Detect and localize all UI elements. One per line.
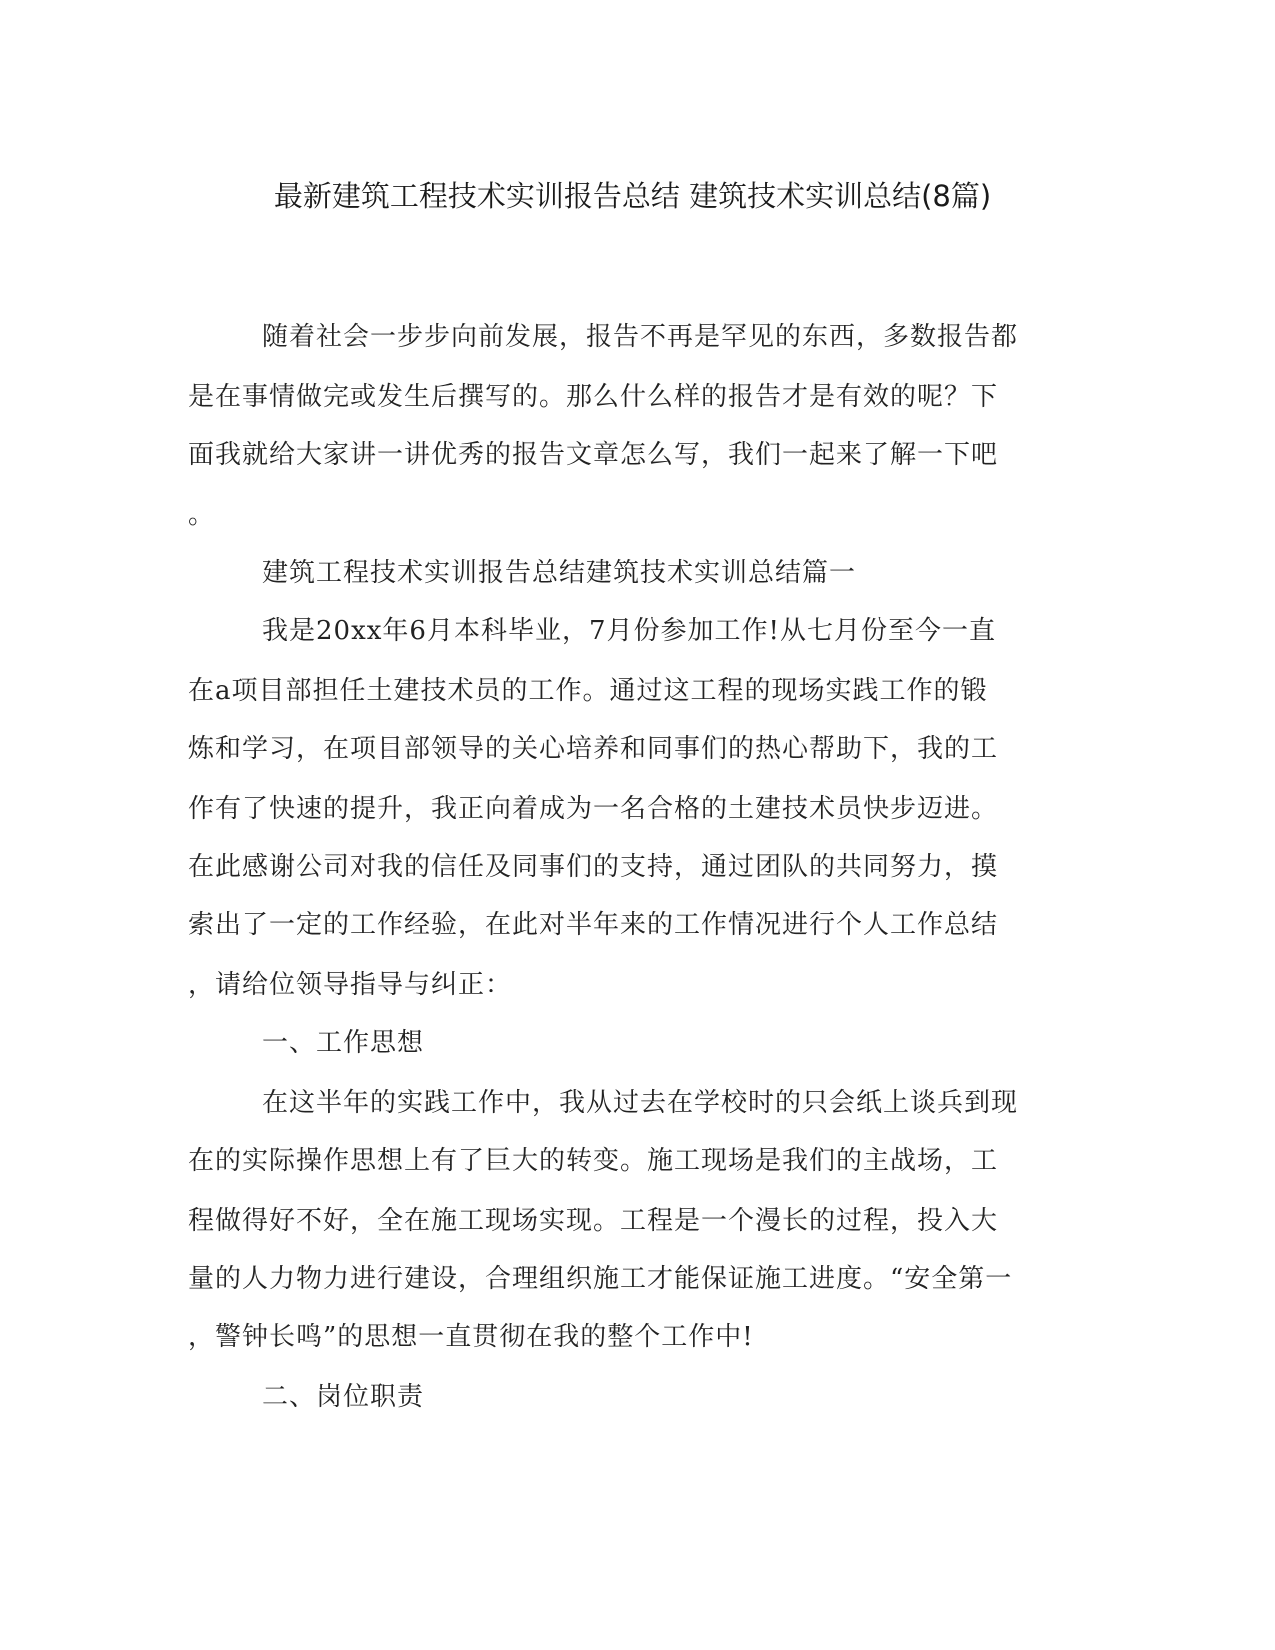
paragraph-line: 我是20xx年6月本科毕业，7月份参加工作!从七月份至今一直 bbox=[262, 616, 996, 646]
section-heading: 一、工作思想 bbox=[262, 1028, 425, 1058]
paragraph-line: 程做得好不好，全在施工现场实现。工程是一个漫长的过程，投入大 bbox=[188, 1206, 999, 1236]
paragraph-line: 随着社会一步步向前发展，报告不再是罕见的东西，多数报告都 bbox=[262, 322, 1019, 352]
paragraph-line: ，警钟长鸣”的思想一直贯彻在我的整个工作中! bbox=[188, 1322, 754, 1352]
document-title: 最新建筑工程技术实训报告总结 建筑技术实训总结(8篇) bbox=[273, 179, 992, 213]
section-heading: 建筑工程技术实训报告总结建筑技术实训总结篇一 bbox=[262, 558, 857, 588]
paragraph-line: 作有了快速的提升，我正向着成为一名合格的土建技术员快步迈进。 bbox=[188, 794, 999, 824]
paragraph-line: 炼和学习，在项目部领导的关心培养和同事们的热心帮助下，我的工 bbox=[188, 734, 999, 764]
paragraph-line: 面我就给大家讲一讲优秀的报告文章怎么写，我们一起来了解一下吧 bbox=[188, 440, 999, 470]
paragraph-line: 是在事情做完或发生后撰写的。那么什么样的报告才是有效的呢？下 bbox=[188, 382, 999, 412]
paragraph-line: 在这半年的实践工作中，我从过去在学校时的只会纸上谈兵到现 bbox=[262, 1088, 1019, 1118]
paragraph-line: ，请给位领导指导与纠正： bbox=[188, 970, 513, 1000]
section-heading: 二、岗位职责 bbox=[262, 1382, 425, 1412]
paragraph-line: 在的实际操作思想上有了巨大的转变。施工现场是我们的主战场，工 bbox=[188, 1146, 999, 1176]
paragraph-line: 在此感谢公司对我的信任及同事们的支持，通过团队的共同努力，摸 bbox=[188, 852, 999, 882]
paragraph-line: 索出了一定的工作经验，在此对半年来的工作情况进行个人工作总结 bbox=[188, 910, 999, 940]
paragraph-line: 。 bbox=[188, 500, 216, 530]
paragraph-line: 量的人力物力进行建设，合理组织施工才能保证施工进度。“安全第一 bbox=[188, 1264, 1013, 1294]
paragraph-line: 在a项目部担任土建技术员的工作。通过这工程的现场实践工作的锻 bbox=[188, 676, 988, 706]
